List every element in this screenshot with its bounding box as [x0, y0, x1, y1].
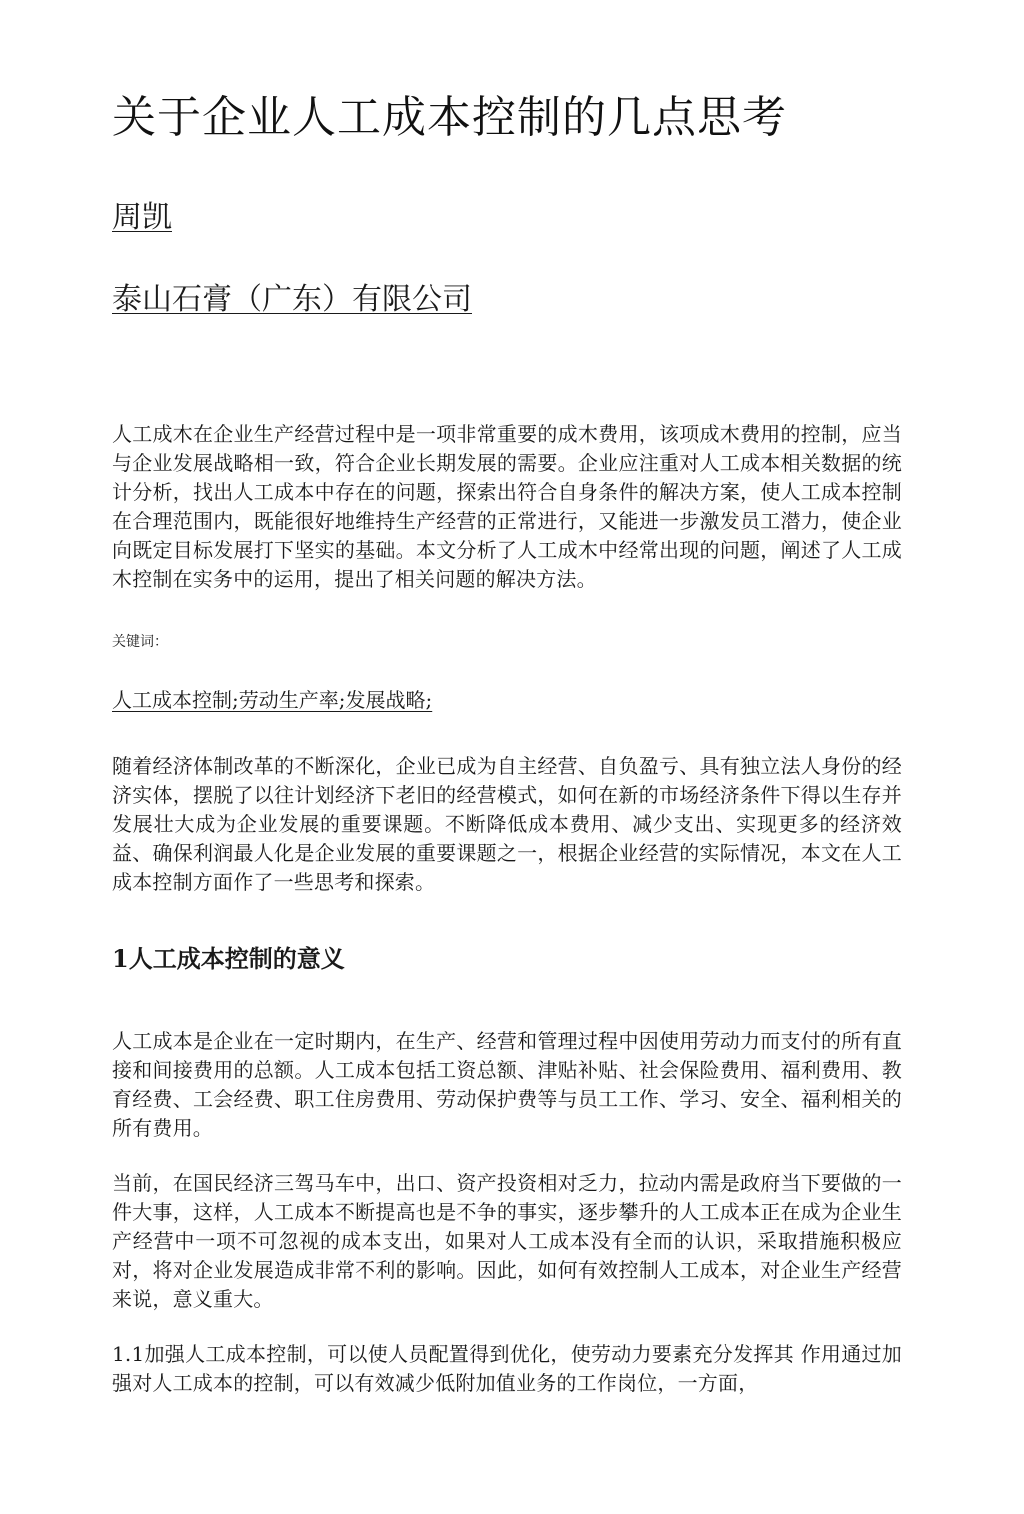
document-page: [112, 88, 902, 1398]
section-paragraph-1: 人工成本是企业在一定时期内，在生产、经营和管理过程中因使用劳动力而支付的所有直接和间接费用的总额。人工成本包括工资总额、津贴补贴、社会保险费用、福利费用、教育经费、工会经费、职工住房费用、劳动保护费等与员工工作、学习、安全、福利相关的所有费用。: [112, 1029, 902, 1140]
abstract-paragraph: 人工成木在企业生产经营过程中是一项非常重要的成木费用，该项成木费用的控制，应当与企业发展战略相一致，符合企业长期发展的需要。企业应注重对人工成本相关数据的统计分析，找出人工成本中存在的问题，探索出符合自身条件的解决方案，使人工成本控制在合理范围内，既能很好地维持生产经营的正常进行，又能进一步激发员工潜力，使企业向既定目标发展打下坚实的基础。本文分析了人工成木中经常出现的问题，阐述了人工成木控制在实务中的运用，提出了相关问题的解决方法。: [112, 422, 902, 591]
section-paragraph-2: 当前，在国民经济三驾马车中，出口、资产投资相对乏力，拉动内需是政府当下要做的一件大事，这样，人工成本不断提高也是不争的事实，逐步攀升的人工成本正在成为企业生产经营中一项不可忽视的成本支出，如果对人工成本没有全而的认识，采取措施积极应对，将对企业发展造成非常不利的影响。因此，如何有效控制人工成本，对企业生产经营来说，意义重大。: [112, 1171, 902, 1311]
author-name: 周凯: [112, 200, 172, 235]
section-paragraph-3: 1.1加强人工成本控制，可以使人员配置得到优化，使劳动力要素充分发挥其 作用通过加强对人工成本的控制，可以有效减少低附加值业务的工作岗位，一方面，: [112, 1342, 902, 1395]
company-name: 泰山石膏（广东）有限公司: [112, 282, 472, 317]
document-title: 关于企业人工成本控制的几点思考: [112, 92, 787, 143]
keywords-label: 关键词：: [112, 634, 168, 650]
intro-paragraph: 随着经济体制改革的不断深化，企业已成为自主经营、自负盈亏、具有独立法人身份的经济实体，摆脱了以往计划经济下老旧的经营模式，如何在新的市场经济条件下得以生存并发展壮大成为企业发展的重要课题。不断降低成本费用、减少支出、实现更多的经济效益、确保利润最人化是企业发展的重要课题之一，根据企业经营的实际情况，本文在人工成本控制方面作了一些思考和探索。: [112, 754, 902, 894]
section-heading: 1人工成本控制的意义: [112, 944, 345, 973]
keywords-list: 人工成本控制;劳动生产率;发展战略;: [112, 688, 433, 712]
